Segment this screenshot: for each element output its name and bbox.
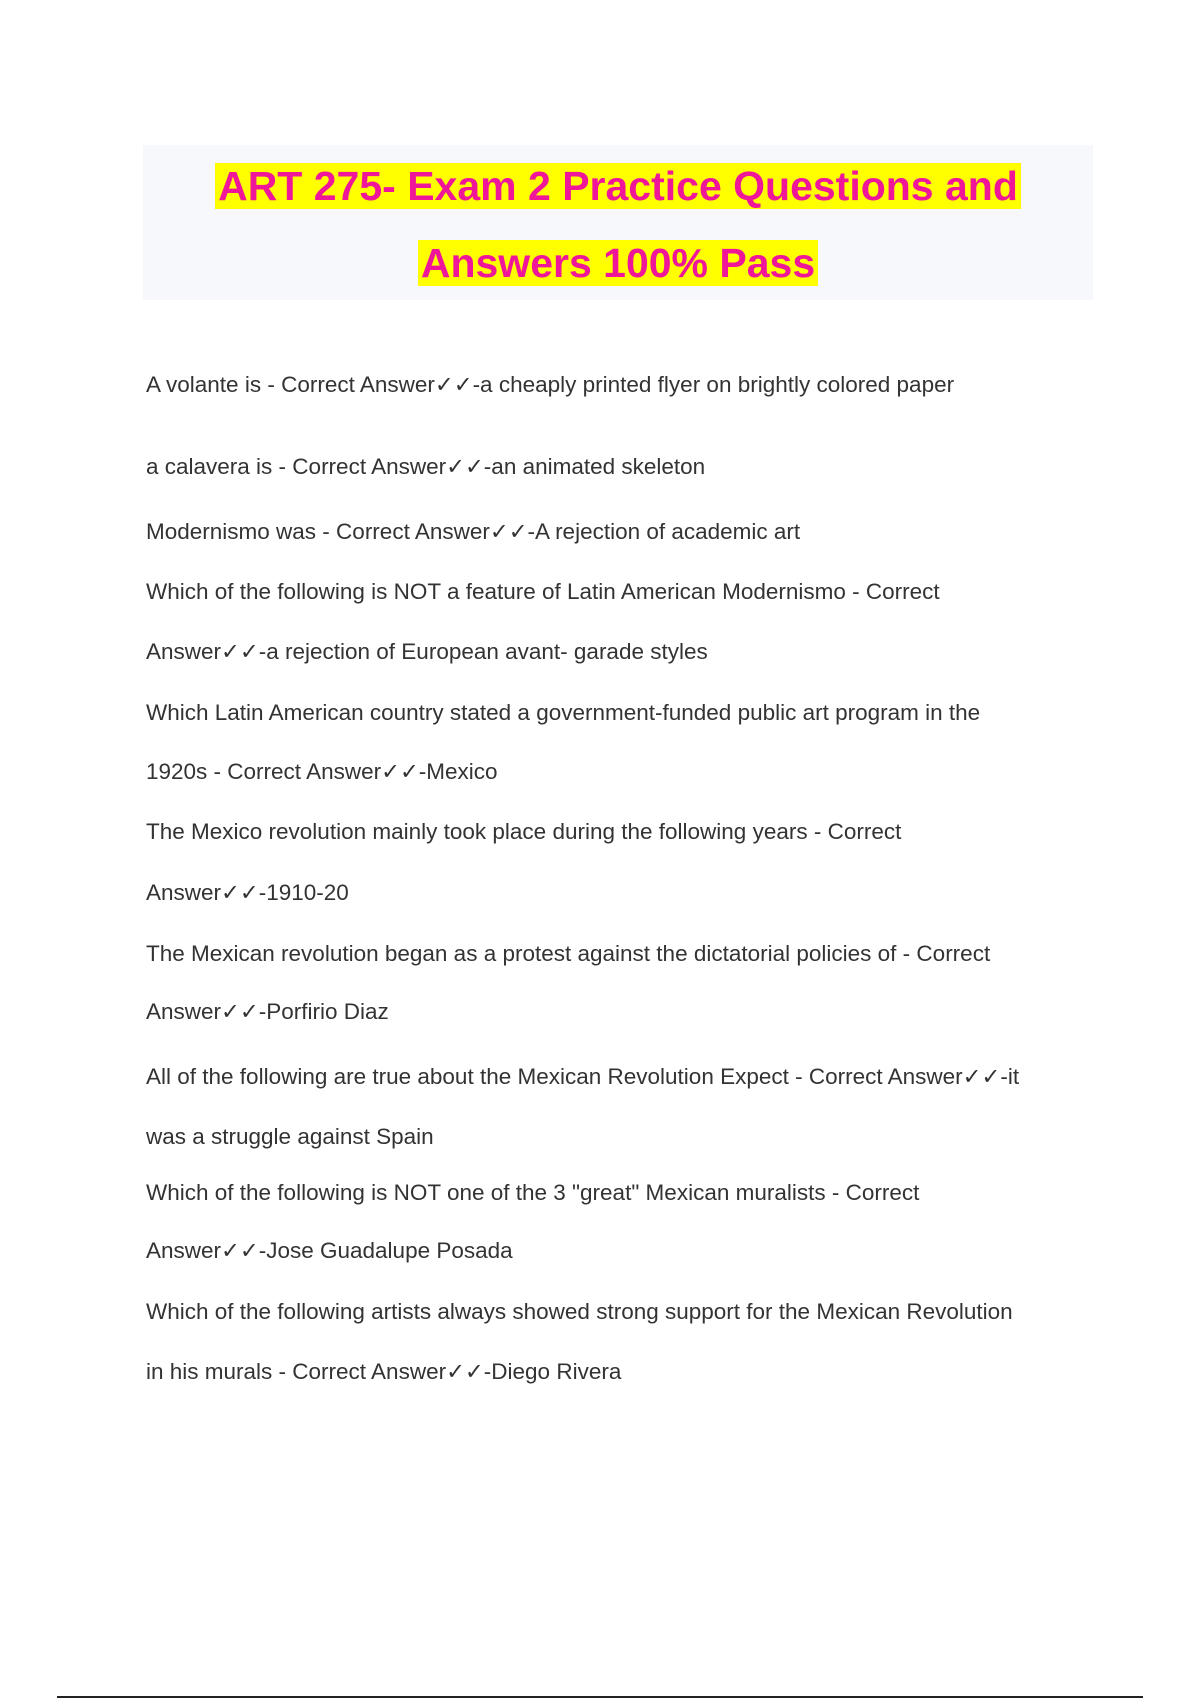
qa-line-modernismo-feature-answer: Answer✓✓-a rejection of European avant- garade styles xyxy=(146,639,708,664)
qa-line-support-question: Which of the following artists always showed strong support for the Mexican Revolution xyxy=(146,1299,1013,1324)
qa-line-modernismo: Modernismo was - Correct Answer✓✓-A rejection of academic art xyxy=(146,519,801,544)
qa-line-country-question: Which Latin American country stated a government-funded public art program in the xyxy=(146,700,981,725)
qa-line-country-answer: 1920s - Correct Answer✓✓-Mexico xyxy=(146,759,498,784)
qa-line-revolution-protest-answer: Answer✓✓-Porfirio Diaz xyxy=(146,999,389,1024)
qa-line-revolution-years-answer: Answer✓✓-1910-20 xyxy=(146,880,349,905)
qa-line-revolution-protest-question: The Mexican revolution began as a protest against the dictatorial policies of - Correct xyxy=(146,941,991,966)
qa-line-calavera: a calavera is - Correct Answer✓✓-an animated skeleton xyxy=(146,454,706,479)
document-title xyxy=(143,145,1093,300)
qa-line-modernismo-feature-question: Which of the following is NOT a feature of Latin American Modernismo - Correct xyxy=(146,579,940,604)
title-line-1: ART 275- Exam 2 Practice Questions and xyxy=(143,148,1093,225)
qa-line-muralists-answer: Answer✓✓-Jose Guadalupe Posada xyxy=(146,1238,513,1263)
qa-line-muralists-question: Which of the following is NOT one of the 3 "great" Mexican muralists - Correct xyxy=(146,1180,920,1205)
qa-line-support-answer: in his murals - Correct Answer✓✓-Diego Rivera xyxy=(146,1359,622,1384)
qa-line-revolution-true-answer: was a struggle against Spain xyxy=(146,1124,434,1149)
qa-line-revolution-true-question: All of the following are true about the Mexican Revolution Expect - Correct Answer✓✓-it xyxy=(146,1064,1020,1089)
qa-line-volante: A volante is - Correct Answer✓✓-a cheaply printed flyer on brightly colored paper xyxy=(146,372,955,397)
title-line-2: Answers 100% Pass xyxy=(143,225,1093,302)
bottom-divider xyxy=(57,1696,1143,1698)
qa-line-revolution-years-question: The Mexico revolution mainly took place during the following years - Correct xyxy=(146,819,902,844)
